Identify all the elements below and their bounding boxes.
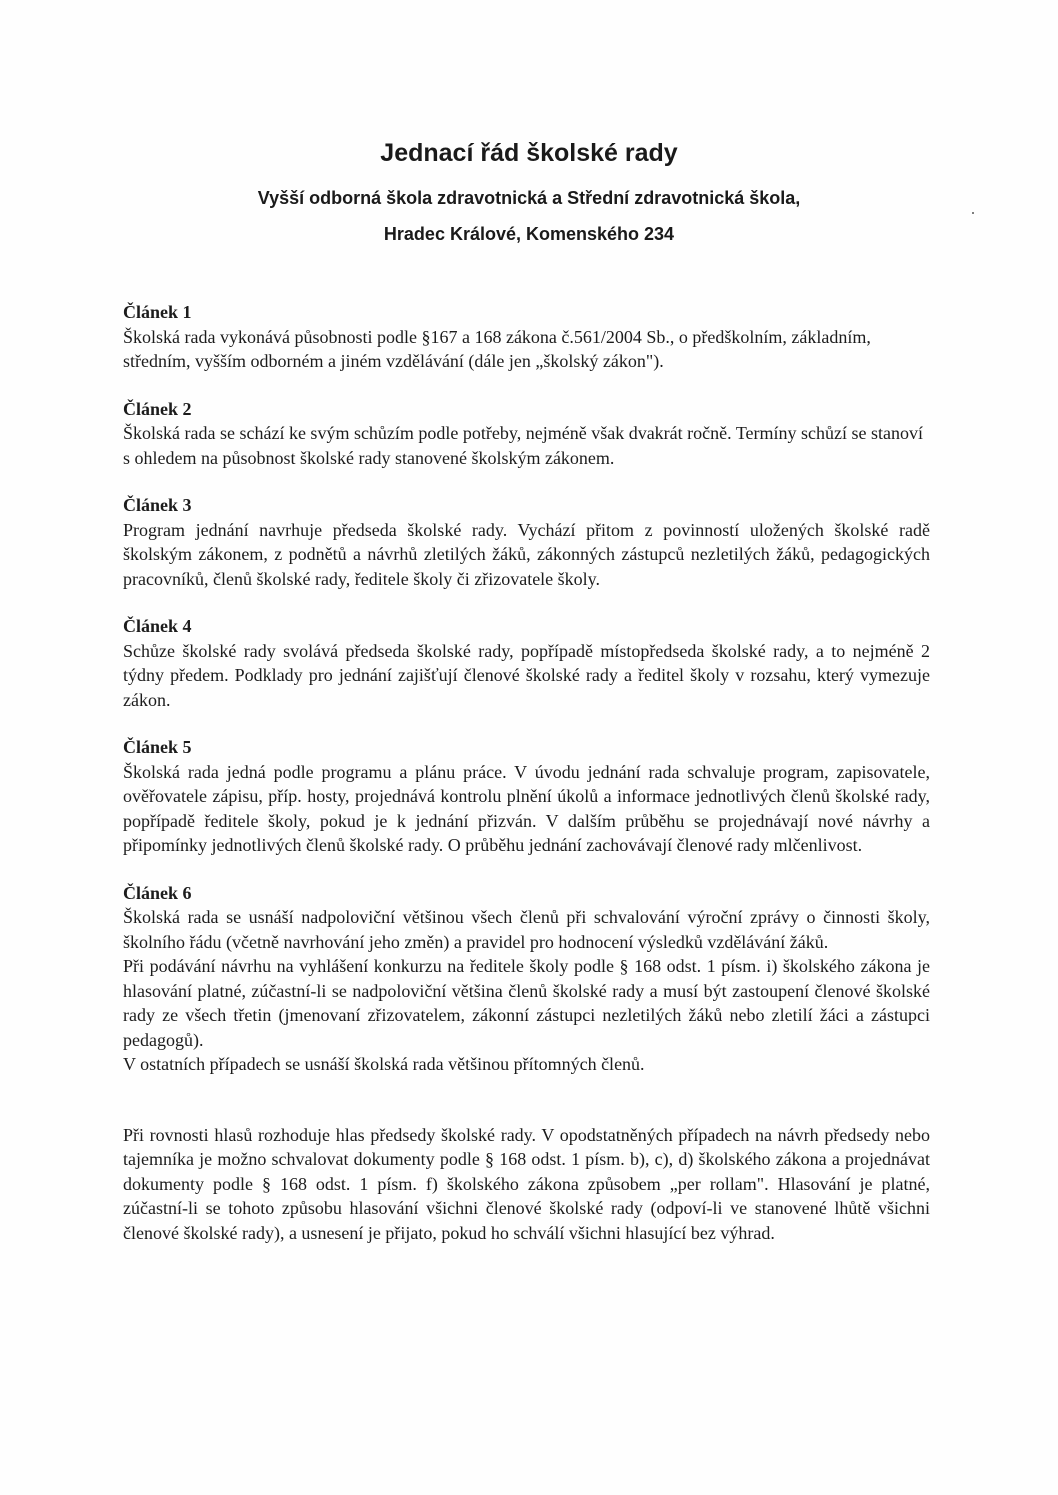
closing-paragraph: Při rovnosti hlasů rozhoduje hlas předsedy školské rady. V opodstatněných případech na návrh předsedy nebo tajemníka je možno schvalovat dokumenty podle § 168 odst. 1 písm. b), c), d) školského zákona a projednávat dokumenty podle § 168 odst. 1 písm. f) školského zákona způsobem „per rollam". Hlasování je platné, zúčastní-li se tohoto způsobu hlasování všichni členové školské rady (odpoví-li ve stanovené lhůtě všichni členové školské rady), a usnesení je přijato, pokud ho schválí všichni hlasující bez výhrad. [123, 1124, 930, 1243]
article-3 [123, 493, 930, 591]
article-heading: Článek 6 [123, 882, 192, 903]
paragraph-gap [123, 1100, 930, 1123]
article-1 [123, 300, 930, 374]
article-text: Školská rada vykonává působnosti podle §167 a 168 zákona č.561/2004 Sb., o předškolním, základním, středním, vyšším odborném a jiném vzdělávání (dále jen „školský zákon"). [123, 326, 871, 371]
article-heading: Článek 5 [123, 737, 192, 757]
article-4 [123, 614, 930, 712]
article-paragraph: V ostatních případech se usnáší školská rada většinou přítomných členů. [123, 1054, 645, 1074]
document-subtitle-school: Vyšší odborná škola zdravotnická a Střední zdravotnická škola, [257, 188, 801, 208]
article-heading: Článek 2 [123, 398, 192, 419]
article-paragraph: Školská rada se usnáší nadpoloviční většinou všech členů při schvalování výroční zprávy o činnosti školy, školního řádu (včetně navrhování jeho změn) a pravidel pro hodnocení výsledků vzdělávání žáků. [123, 907, 930, 952]
article-6 [123, 881, 930, 1077]
article-2 [123, 397, 930, 471]
article-heading: Článek 1 [123, 302, 192, 322]
article-5 [123, 735, 930, 858]
scan-speck [972, 212, 974, 214]
document-title: Jednací řád školské rady [380, 139, 678, 167]
article-paragraph: Při podávání návrhu na vyhlášení konkurzu na ředitele školy podle § 168 odst. 1 písm. i) školského zákona je hlasování platné, zúčastní-li se nadpoloviční většina členů školské rady a musí být zastoupení členové školské rady ze všech třetin (jmenovaní zřizovatelem, zákonní zástupci nezletilých žáků nebo zletilí žáci a zástupci pedagogů). [123, 956, 930, 1050]
document-subtitle-address: Hradec Králové, Komenského 234 [383, 224, 675, 244]
article-text: Program jednání navrhuje předseda školské rady. Vychází přitom z povinností uložených školské radě školským zákonem, z podnětů a návrhů zletilých žáků, zákonných zástupců nezletilých žáků, pedagogických pracovníků, členů školské rady, ředitele školy či zřizovatele školy. [123, 519, 930, 589]
article-heading: Článek 4 [123, 616, 192, 636]
article-text: Školská rada jedná podle programu a plánu práce. V úvodu jednání rada schvaluje program, zapisovatele, ověřovatele zápisu, příp. hosty, projednává kontrolu plnění úkolů a informace jednotlivých členů školské rady, popřípadě ředitele školy, pokud je k jednání přizván. V dalším průběhu se projednávají nové návrhy a připomínky jednotlivých členů školské rady. O průběhu jednání zachovávají členové rady mlčenlivost. [123, 761, 930, 855]
article-text: Schůze školské rady svolává předseda školské rady, popřípadě místopředseda školské rady, a to nejméně 2 týdny předem. Podklady pro jednání zajišťují členové školské rady a ředitel školy v rozsahu, který vymezuje zákon. [123, 640, 930, 710]
document-body [123, 300, 930, 1245]
article-text: Školská rada se schází ke svým schůzím podle potřeby, nejméně však dvakrát ročně. Termíny schůzí se stanoví s ohledem na působnost školské rady stanovené školským zákonem. [123, 423, 924, 468]
article-heading: Článek 3 [123, 495, 192, 515]
